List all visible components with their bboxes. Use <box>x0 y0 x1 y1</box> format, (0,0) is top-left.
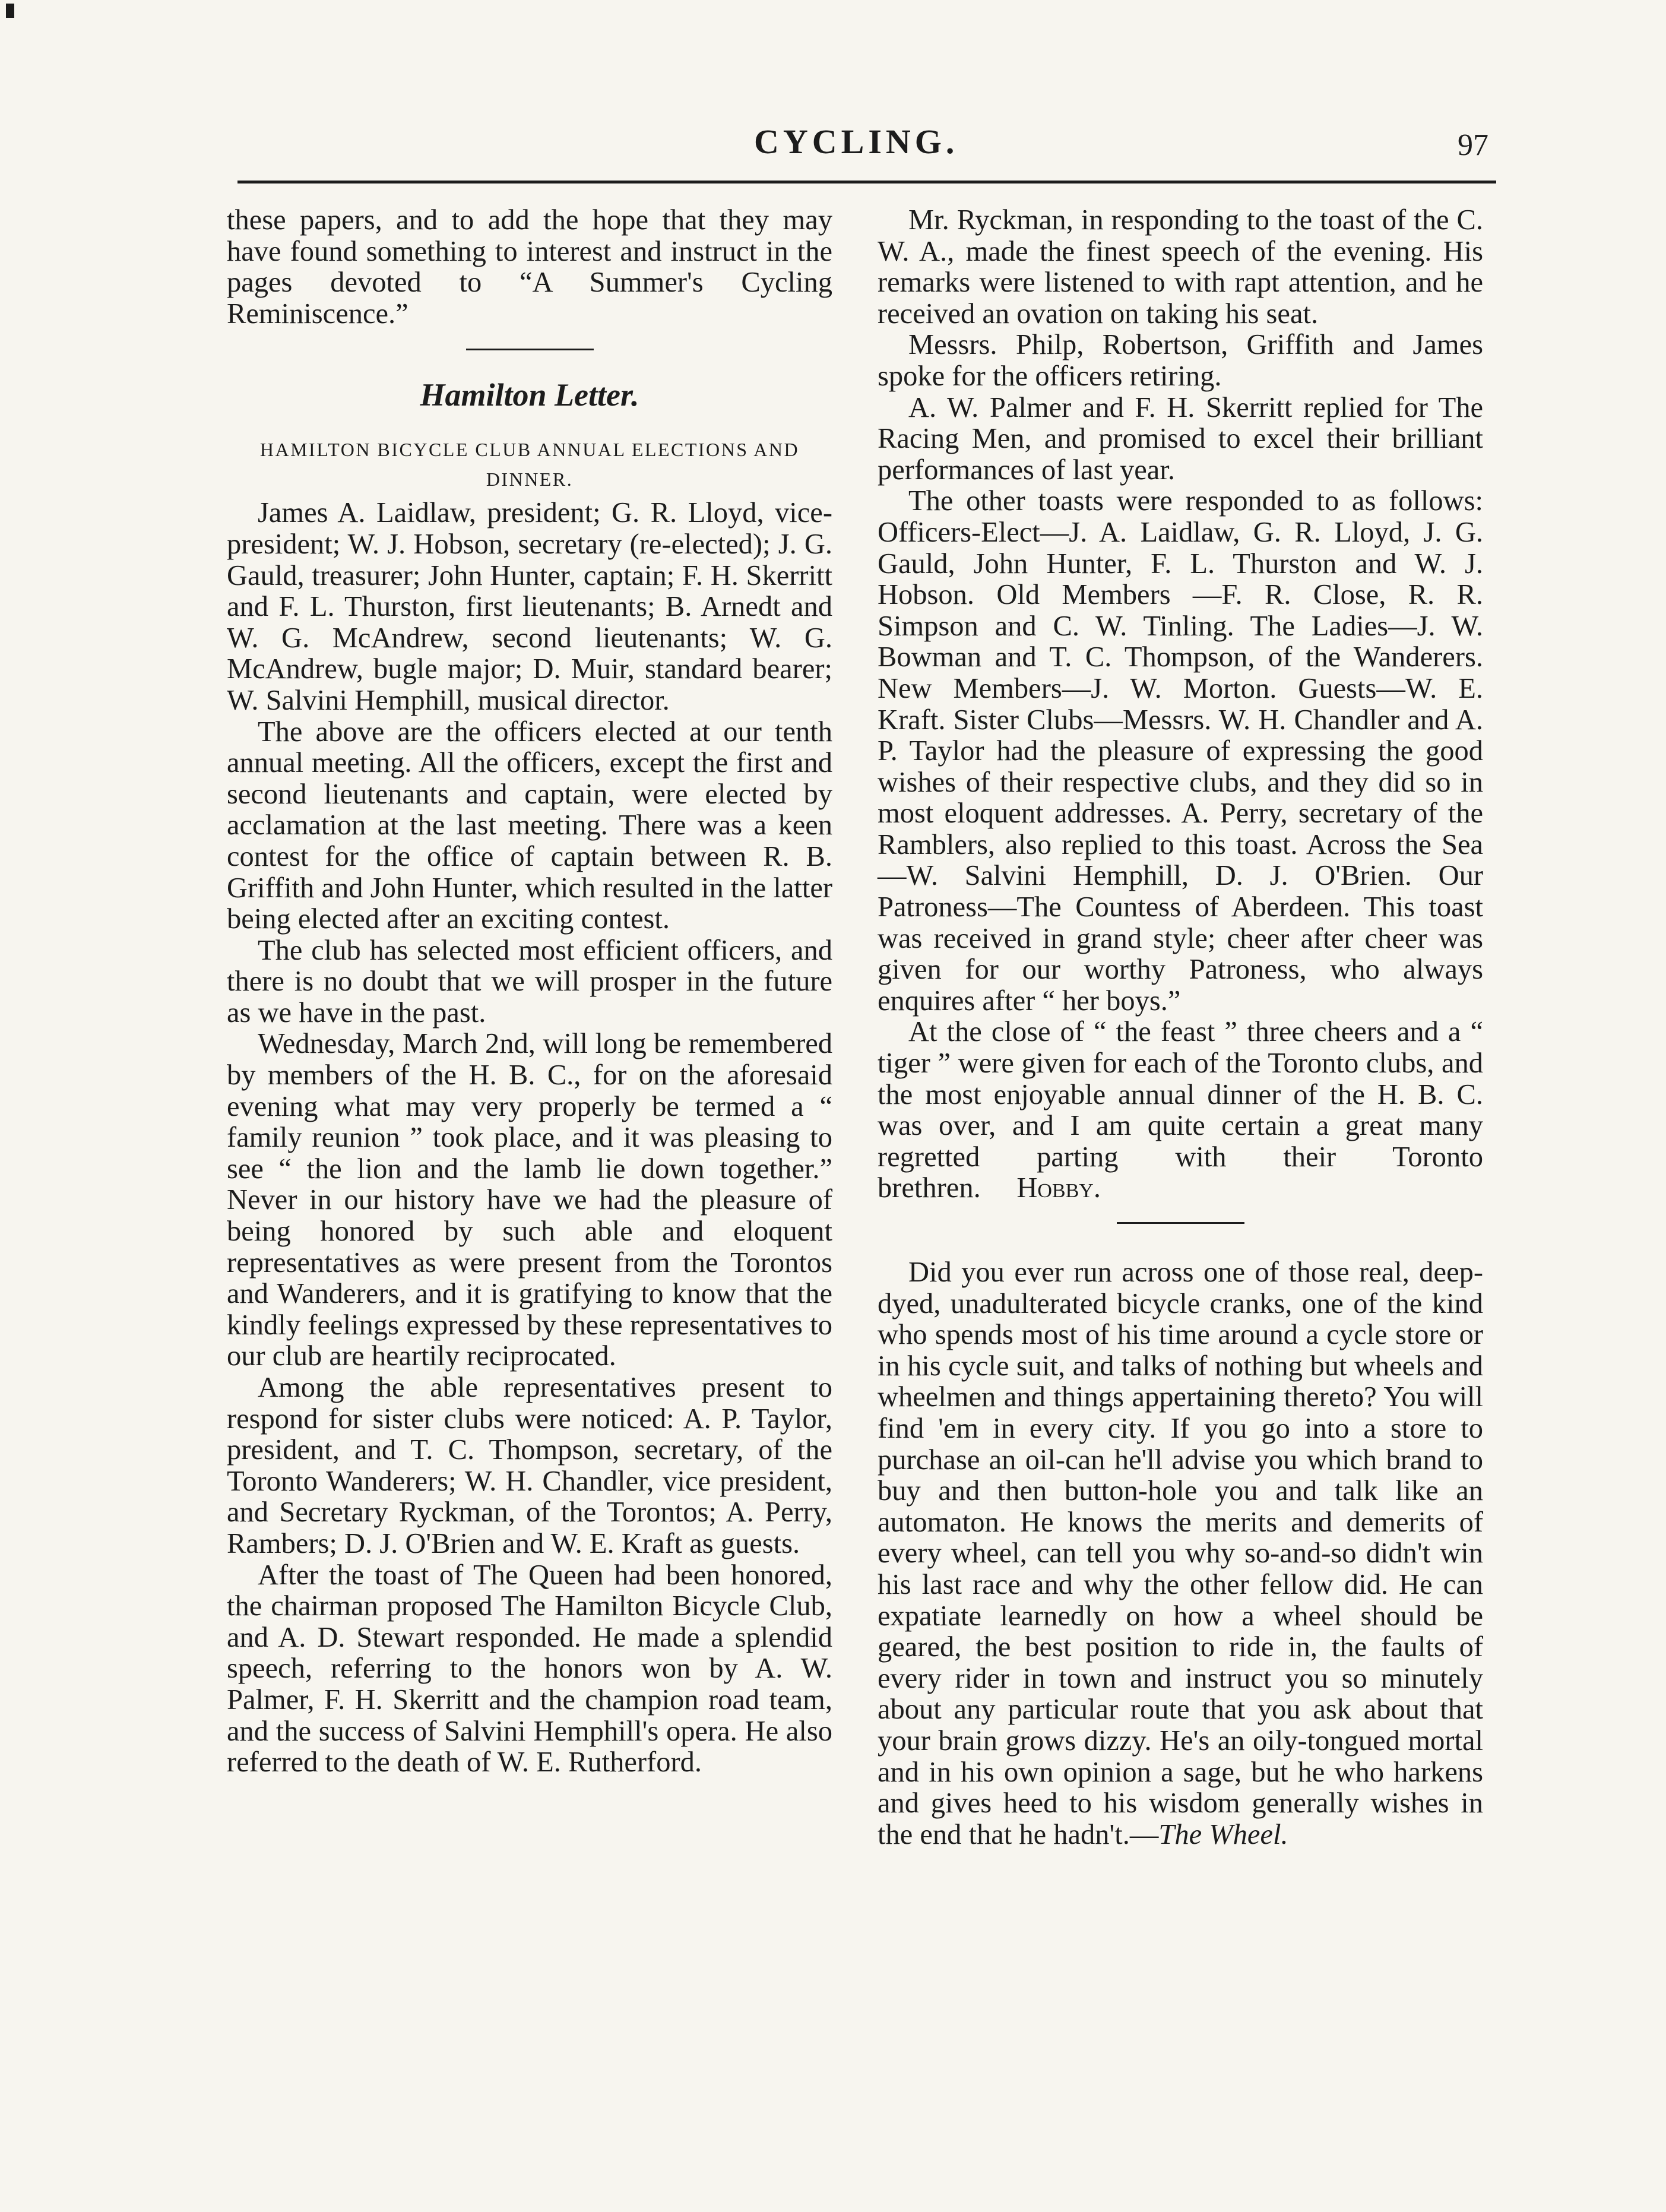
body-paragraph: Messrs. Philp, Robertson, Griffith and James spoke for the officers retiring. <box>878 329 1483 392</box>
body-paragraph: Among the able representatives present to respond for sister clubs were noticed: A. P. Taylor, president, and T. C. Thompson, secretary, of the Toronto Wanderers; W. H. Chandler, vice president, and Secretary Ryckman, of the Torontos; A. Perry, Rambers; D. J. O'Brien and W. E. Kraft as guests. <box>227 1372 832 1559</box>
source-attribution: The Wheel. <box>1158 1818 1288 1850</box>
scan-mark <box>6 4 14 18</box>
body-paragraph: After the toast of The Queen had been honored, the chairman proposed The Hamilton Bicycle Club, and A. D. Stewart responded. He made a splendid speech, referring to the honors won by A. W. Palmer, F. H. Skerritt and the champion road team, and the success of Salvini Hemphill's opera. He also referred to the death of W. E. Rutherford. <box>227 1559 832 1779</box>
author-signature: Hobby. <box>1016 1172 1101 1204</box>
second-article <box>878 1257 1483 1850</box>
section-divider <box>466 349 594 350</box>
running-head: CYCLING. <box>754 122 959 161</box>
article-divider <box>1117 1222 1244 1224</box>
body-paragraph: Wednesday, March 2nd, will long be remembered by members of the H. B. C., for on the aforesaid evening what may very properly be termed a “ family reunion ” took place, and it was pleasing to see “ the lion and the lamb lie down together.” Never in our history have we had the pleasure of being honored by such able and eloquent representatives as were present from the Torontos and Wanderers, and it is gratifying to know that the kindly feelings expressed by these representatives to our club are heartily reciprocated. <box>227 1028 832 1372</box>
closing-text: At the close of “ the feast ” three cheers and a “ tiger ” were given for each of the Toronto clubs, and the most enjoyable annual dinner of the H. B. C. was over, and I am quite certain a great many regretted parting with their Toronto brethren. <box>878 1016 1483 1204</box>
header-rule <box>237 181 1496 183</box>
body-paragraph: Mr. Ryckman, in responding to the toast of the C. W. A., made the finest speech of the evening. His remarks were listened to with rapt attention, and he received an ovation on taking his seat. <box>878 204 1483 330</box>
body-paragraph: The club has selected most efficient officers, and there is no doubt that we will prosper in the future as we have in the past. <box>227 934 832 1029</box>
intro-paragraph: these papers, and to add the hope that they may have found something to interest and instruct in the pages devoted to “A Summer's Cycling Reminiscence.” <box>227 204 832 330</box>
body-paragraph: The above are the officers elected at our tenth annual meeting. All the officers, except the first and second lieutenants and captain, were elected by acclamation at the last meeting. There was a keen contest for the office of captain between R. B. Griffith and John Hunter, which resulted in the latter being elected after an exciting contest. <box>227 716 832 935</box>
right-column <box>878 205 1483 1850</box>
second-article-text: Did you ever run across one of those real, deep-dyed, unadulterated bicycle cranks, one of the kind who spends most of his time around a cycle store or in his cycle suit, and talks of nothing but wheels and wheelmen and things appertaining thereto? You will find 'em in every city. If you go into a store to purchase an oil-can he'll advise you which brand to buy and then button-hole you and talk like an automaton. He knows the merits and demerits of every wheel, can tell you why so-and-so didn't win his last race and why the other fellow did. He can expatiate learnedly on how a wheel should be geared, the best position to ride in, the faults of every rider in town and instruct you so minutely about any particular route that you ask about that your brain grows dizzy. He's an oily-tongued mortal and in his own opinion a sage, but he who harkens and gives heed to his wisdom generally wishes in the end that he hadn't.— <box>878 1257 1483 1850</box>
article-title: Hamilton Letter. <box>420 377 639 413</box>
article-subtitle: HAMILTON BICYCLE CLUB ANNUAL ELECTIONS AND DINNER. <box>259 439 800 490</box>
body-paragraph: The other toasts were responded to as follows: Officers-Elect—J. A. Laidlaw, G. R. Lloyd, J. G. Gauld, John Hunter, F. L. Thurston and W. J. Hobson. Old Members —F. R. Close, R. R. Simpson and C. W. Tinling. The Ladies—J. W. Bowman and T. C. Thompson, of the Wanderers. New Members—J. W. Morton. Guests—W. E. Kraft. Sister Clubs—Messrs. W. H. Chandler and A. P. Taylor had the pleasure of expressing the good wishes of their respective clubs, and they did so in most eloquent addresses. A. Perry, secretary of the Ramblers, also replied to this toast. Across the Sea—W. Salvini Hemphill, D. J. O'Brien. Our Patroness—The Countess of Aberdeen. This toast was received in grand style; cheer after cheer was given for our worthy Patroness, who always enquires after “ her boys.” <box>878 485 1483 1017</box>
page-number: 97 <box>1458 128 1488 162</box>
closing-paragraph <box>878 1017 1483 1204</box>
left-column <box>227 205 832 1779</box>
body-paragraph: A. W. Palmer and F. H. Skerritt replied for The Racing Men, and promised to excel their brilliant performances of last year. <box>878 391 1483 486</box>
body-paragraph: James A. Laidlaw, president; G. R. Lloyd, vice-president; W. J. Hobson, secretary (re-elected); J. G. Gauld, treasurer; John Hunter, captain; F. H. Skerritt and F. L. Thurston, first lieutenants; B. Arnedt and W. G. McAndrew, second lieutenants; W. G. McAndrew, bugle major; D. Muir, standard bearer; W. Salvini Hemphill, musical director. <box>227 497 832 716</box>
